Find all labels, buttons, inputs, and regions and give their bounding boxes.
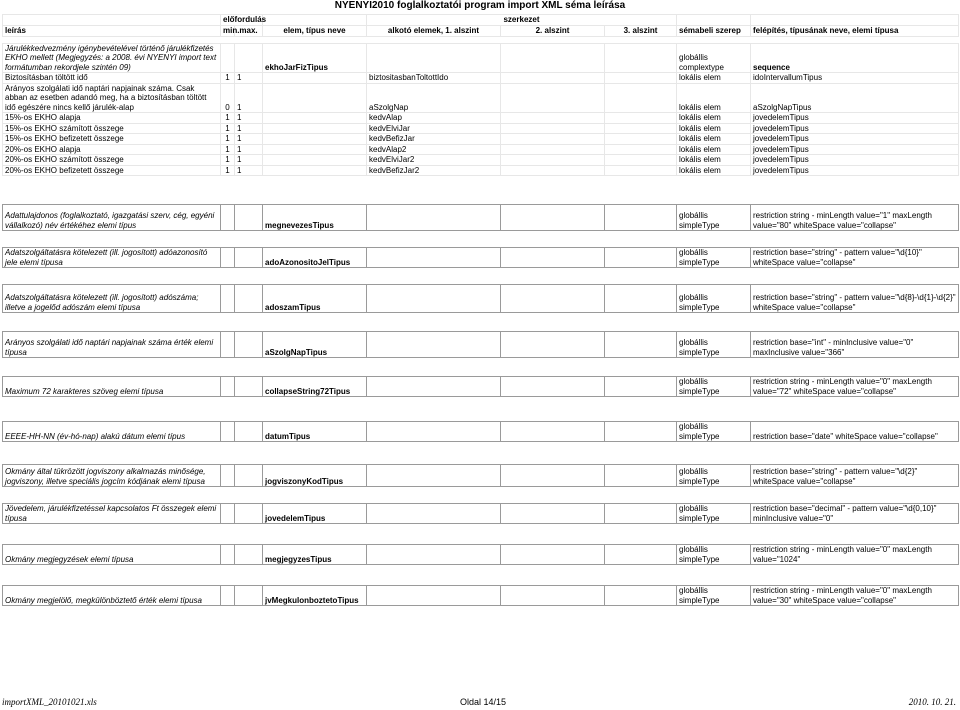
type-definition-row xyxy=(3,465,959,487)
type-name: jovedelemTipus xyxy=(263,504,367,524)
spacer-row xyxy=(3,176,959,205)
spacer-cell xyxy=(3,442,959,465)
type-sublevel-1 xyxy=(367,248,501,268)
spacer-row xyxy=(3,487,959,504)
element-schema-role: lokális elem xyxy=(677,144,751,155)
element-description: 15%-os EKHO alapja xyxy=(3,113,221,124)
type-name: datumTipus xyxy=(263,422,367,442)
header-leiras: leírás xyxy=(3,25,221,36)
type-sublevel-2 xyxy=(501,332,605,358)
element-min: 0 xyxy=(221,83,235,113)
type-max xyxy=(235,586,263,606)
element-min xyxy=(221,43,235,73)
type-structure: restriction base="decimal" - pattern value="\d{0,10}" minInclusive value="0" xyxy=(751,504,959,524)
element-schema-role: lokális elem xyxy=(677,155,751,166)
element-sublevel-3 xyxy=(605,144,677,155)
type-definition-row xyxy=(3,504,959,524)
element-sublevel-3 xyxy=(605,73,677,84)
spacer-cell xyxy=(3,313,959,332)
element-description: Járulékkedvezmény igénybevételével történő járulékfizetés EKHO mellett (Megjegyzés: a 2008. évi NYENYI import text formátumban rekordjele szintén 09) xyxy=(3,43,221,73)
element-sublevel-2 xyxy=(501,43,605,73)
type-definition-row xyxy=(3,377,959,397)
type-sublevel-1 xyxy=(367,422,501,442)
type-sublevel-1 xyxy=(367,377,501,397)
type-description: Maximum 72 karakteres szöveg elemi típusa xyxy=(3,377,221,397)
element-min: 1 xyxy=(221,134,235,145)
spacer-row xyxy=(3,524,959,545)
element-max: 1 xyxy=(235,155,263,166)
element-type-name xyxy=(263,83,367,113)
type-max xyxy=(235,285,263,313)
element-schema-role: lokális elem xyxy=(677,73,751,84)
element-type-name xyxy=(263,165,367,176)
type-max xyxy=(235,504,263,524)
type-sublevel-2 xyxy=(501,285,605,313)
type-description: Adatszolgáltatásra kötelezett (ill. jogosított) adóazonosító jele elemi típusa xyxy=(3,248,221,268)
element-max: 1 xyxy=(235,73,263,84)
type-schema-role: globállis simpleType xyxy=(677,586,751,606)
element-row xyxy=(3,165,959,176)
type-schema-role: globállis simpleType xyxy=(677,465,751,487)
type-min xyxy=(221,377,235,397)
type-sublevel-2 xyxy=(501,545,605,565)
element-sublevel-3 xyxy=(605,134,677,145)
type-sublevel-3 xyxy=(605,586,677,606)
element-description: 15%-os EKHO befizetett összege xyxy=(3,134,221,145)
element-sublevel-1: kedvAlap xyxy=(367,113,501,124)
spacer-row xyxy=(3,397,959,422)
type-description: Okmány által tükrözött jogviszony alkalmazás minősége, jogviszony, illetve speciális jogcím kódjának elemi típusa xyxy=(3,465,221,487)
element-min: 1 xyxy=(221,165,235,176)
element-sublevel-3 xyxy=(605,155,677,166)
element-row xyxy=(3,43,959,73)
header-alszint2: 2. alszint xyxy=(501,25,605,36)
element-description: Biztosításban töltött idő xyxy=(3,73,221,84)
element-row xyxy=(3,144,959,155)
type-name: megnevezesTipus xyxy=(263,205,367,231)
element-sublevel-2 xyxy=(501,134,605,145)
type-definition-row xyxy=(3,332,959,358)
element-description: 20%-os EKHO alapja xyxy=(3,144,221,155)
type-name: megjegyzesTipus xyxy=(263,545,367,565)
type-min xyxy=(221,422,235,442)
type-schema-role: globállis simpleType xyxy=(677,205,751,231)
type-sublevel-3 xyxy=(605,422,677,442)
type-max xyxy=(235,545,263,565)
element-row xyxy=(3,155,959,166)
element-max xyxy=(235,43,263,73)
spacer-cell xyxy=(3,565,959,586)
type-definition-row xyxy=(3,285,959,313)
type-schema-role: globállis simpleType xyxy=(677,248,751,268)
type-definition-row xyxy=(3,545,959,565)
type-schema-role: globállis simpleType xyxy=(677,377,751,397)
type-sublevel-2 xyxy=(501,248,605,268)
element-sublevel-1: kedvBefizJar2 xyxy=(367,165,501,176)
type-description: Jövedelem, járulékfizetéssel kapcsolatos Ft összegek elemi típusa xyxy=(3,504,221,524)
type-sublevel-3 xyxy=(605,248,677,268)
type-sublevel-3 xyxy=(605,377,677,397)
element-min: 1 xyxy=(221,73,235,84)
element-sublevel-1: kedvAlap2 xyxy=(367,144,501,155)
element-type-name xyxy=(263,113,367,124)
header-felepites: felépítés, típusának neve, elemi típusa xyxy=(751,25,959,36)
header-max: max. xyxy=(235,25,263,36)
spacer-cell xyxy=(3,397,959,422)
element-description: Arányos szolgálati idő naptári napjainak száma. Csak abban az esetben adandó meg, ha a biztosításban töltött idő egészére nincs kellő járulék-alap xyxy=(3,83,221,113)
header-row-2 xyxy=(3,25,959,36)
spacer-cell xyxy=(3,231,959,248)
type-max xyxy=(235,205,263,231)
element-sublevel-3 xyxy=(605,43,677,73)
element-min: 1 xyxy=(221,113,235,124)
element-description: 20%-os EKHO befizetett összege xyxy=(3,165,221,176)
type-name: aSzolgNapTipus xyxy=(263,332,367,358)
element-structure: jovedelemTipus xyxy=(751,144,959,155)
type-definition-row xyxy=(3,422,959,442)
element-row xyxy=(3,113,959,124)
header-alszint1: alkotó elemek, 1. alszint xyxy=(367,25,501,36)
element-structure: aSzolgNapTipus xyxy=(751,83,959,113)
spacer-cell xyxy=(3,36,959,43)
header-elofordulas: előfordulás xyxy=(221,15,263,26)
type-sublevel-1 xyxy=(367,285,501,313)
type-structure: restriction base="date" whiteSpace value="collapse" xyxy=(751,422,959,442)
header-row-1 xyxy=(3,15,959,26)
element-schema-role: lokális elem xyxy=(677,123,751,134)
type-sublevel-3 xyxy=(605,285,677,313)
element-sublevel-2 xyxy=(501,73,605,84)
spacer-row xyxy=(3,268,959,285)
type-name: collapseString72Tipus xyxy=(263,377,367,397)
type-sublevel-2 xyxy=(501,422,605,442)
type-schema-role: globállis simpleType xyxy=(677,285,751,313)
header-elem: elem, típus neve xyxy=(263,25,367,36)
element-sublevel-2 xyxy=(501,123,605,134)
element-structure: sequence xyxy=(751,43,959,73)
element-sublevel-2 xyxy=(501,113,605,124)
type-sublevel-1 xyxy=(367,332,501,358)
type-min xyxy=(221,465,235,487)
type-schema-role: globállis simpleType xyxy=(677,332,751,358)
element-max: 1 xyxy=(235,113,263,124)
element-sublevel-3 xyxy=(605,113,677,124)
element-sublevel-3 xyxy=(605,165,677,176)
element-sublevel-2 xyxy=(501,144,605,155)
element-min: 1 xyxy=(221,123,235,134)
page-footer xyxy=(0,697,960,709)
type-schema-role: globállis simpleType xyxy=(677,422,751,442)
spacer-cell xyxy=(3,176,959,205)
type-structure: restriction base="string" - pattern value="\d{8}-\d{1}-\d{2}" whiteSpace value="collapse" xyxy=(751,285,959,313)
element-sublevel-1 xyxy=(367,43,501,73)
element-row xyxy=(3,123,959,134)
type-sublevel-3 xyxy=(605,205,677,231)
type-sublevel-3 xyxy=(605,504,677,524)
type-name: adoAzonositoJelTipus xyxy=(263,248,367,268)
type-structure: restriction string - minLength value="0" maxLength value="1024" xyxy=(751,545,959,565)
element-structure: idoIntervallumTipus xyxy=(751,73,959,84)
element-sublevel-2 xyxy=(501,165,605,176)
element-type-name xyxy=(263,155,367,166)
element-sublevel-1: kedvElviJar xyxy=(367,123,501,134)
spacer-cell xyxy=(3,268,959,285)
type-definition-row xyxy=(3,248,959,268)
type-definition-row xyxy=(3,586,959,606)
element-max: 1 xyxy=(235,144,263,155)
type-sublevel-1 xyxy=(367,586,501,606)
element-description: 15%-os EKHO számított összege xyxy=(3,123,221,134)
type-max xyxy=(235,422,263,442)
spacer-cell xyxy=(3,358,959,377)
element-structure: jovedelemTipus xyxy=(751,134,959,145)
type-structure: restriction string - minLength value="0" maxLength value="30" whiteSpace value="collapse" xyxy=(751,586,959,606)
type-sublevel-1 xyxy=(367,504,501,524)
spacer-row xyxy=(3,442,959,465)
type-sublevel-2 xyxy=(501,504,605,524)
header-cell xyxy=(263,15,367,26)
element-structure: jovedelemTipus xyxy=(751,123,959,134)
element-sublevel-1: aSzolgNap xyxy=(367,83,501,113)
type-description: Okmány megjelölő, megkülönböztető érték elemi típusa xyxy=(3,586,221,606)
element-type-name xyxy=(263,134,367,145)
type-sublevel-2 xyxy=(501,377,605,397)
element-sublevel-3 xyxy=(605,83,677,113)
element-structure: jovedelemTipus xyxy=(751,113,959,124)
type-structure: restriction string - minLength value="0" maxLength value="72" whiteSpace value="collapse" xyxy=(751,377,959,397)
spacer-row xyxy=(3,565,959,586)
type-description: Arányos szolgálati idő naptári napjainak száma érték elemi típusa xyxy=(3,332,221,358)
header-cell xyxy=(751,15,959,26)
type-structure: restriction base="string" - pattern value="\d{2}" whiteSpace value="collapse" xyxy=(751,465,959,487)
type-min xyxy=(221,285,235,313)
element-schema-role: lokális elem xyxy=(677,83,751,113)
type-sublevel-1 xyxy=(367,465,501,487)
header-cell xyxy=(3,15,221,26)
spacer-cell xyxy=(3,487,959,504)
element-max: 1 xyxy=(235,123,263,134)
footer-filename: importXML_20101021.xls xyxy=(2,697,97,707)
header-cell xyxy=(677,15,751,26)
type-description: EEEE-HH-NN (év-hó-nap) alakú dátum elemi típus xyxy=(3,422,221,442)
type-schema-role: globállis simpleType xyxy=(677,545,751,565)
type-structure: restriction string - minLength value="1" maxLength value="80" whiteSpace value="collapse" xyxy=(751,205,959,231)
element-sublevel-1: biztositasbanToltottIdo xyxy=(367,73,501,84)
element-type-name xyxy=(263,73,367,84)
header-min: min. xyxy=(221,25,235,36)
element-type-name xyxy=(263,144,367,155)
type-name: jogviszonyKodTipus xyxy=(263,465,367,487)
type-min xyxy=(221,545,235,565)
type-sublevel-2 xyxy=(501,465,605,487)
element-min: 1 xyxy=(221,144,235,155)
type-min xyxy=(221,205,235,231)
schema-table xyxy=(2,14,959,606)
header-szerkezet: szerkezet xyxy=(367,15,677,26)
type-max xyxy=(235,248,263,268)
element-schema-role: lokális elem xyxy=(677,134,751,145)
spacer-cell xyxy=(3,524,959,545)
element-row xyxy=(3,134,959,145)
type-schema-role: globállis simpleType xyxy=(677,504,751,524)
type-sublevel-2 xyxy=(501,586,605,606)
spacer-row xyxy=(3,358,959,377)
type-definition-row xyxy=(3,205,959,231)
element-sublevel-1: kedvElviJar2 xyxy=(367,155,501,166)
type-sublevel-3 xyxy=(605,465,677,487)
type-name: adoszamTipus xyxy=(263,285,367,313)
type-sublevel-3 xyxy=(605,332,677,358)
element-sublevel-3 xyxy=(605,123,677,134)
type-min xyxy=(221,586,235,606)
element-schema-role: globállis complextype xyxy=(677,43,751,73)
element-row xyxy=(3,73,959,84)
type-structure: restriction base="string" - pattern value="\d{10}" whiteSpace value="collapse" xyxy=(751,248,959,268)
type-description: Okmány megjegyzések elemi típusa xyxy=(3,545,221,565)
element-schema-role: lokális elem xyxy=(677,165,751,176)
spacer-row xyxy=(3,313,959,332)
element-type-name: ekhoJarFizTipus xyxy=(263,43,367,73)
element-sublevel-2 xyxy=(501,83,605,113)
element-max: 1 xyxy=(235,83,263,113)
type-min xyxy=(221,332,235,358)
type-sublevel-2 xyxy=(501,205,605,231)
type-max xyxy=(235,332,263,358)
type-sublevel-3 xyxy=(605,545,677,565)
type-name: jvMegkulonboztetoTipus xyxy=(263,586,367,606)
element-max: 1 xyxy=(235,165,263,176)
element-sublevel-2 xyxy=(501,155,605,166)
spacer-row xyxy=(3,36,959,43)
header-alszint3: 3. alszint xyxy=(605,25,677,36)
type-min xyxy=(221,504,235,524)
element-structure: jovedelemTipus xyxy=(751,155,959,166)
type-structure: restriction base="int" - minInclusive value="0" maxInclusive value="366" xyxy=(751,332,959,358)
schema-table-body xyxy=(3,15,959,606)
header-szerep: sémabeli szerep xyxy=(677,25,751,36)
element-structure: jovedelemTipus xyxy=(751,165,959,176)
type-sublevel-1 xyxy=(367,205,501,231)
type-min xyxy=(221,248,235,268)
page-title: NYENYI2010 foglalkoztatói program import XML séma leírása xyxy=(334,0,626,11)
element-max: 1 xyxy=(235,134,263,145)
element-schema-role: lokális elem xyxy=(677,113,751,124)
element-description: 20%-os EKHO számított összege xyxy=(3,155,221,166)
type-description: Adatszolgáltatásra kötelezett (ill. jogosított) adószáma; illetve a jogelőd adószám elemi típusa xyxy=(3,285,221,313)
footer-date: 2010. 10. 21. xyxy=(908,697,956,707)
element-type-name xyxy=(263,123,367,134)
spacer-row xyxy=(3,231,959,248)
type-max xyxy=(235,465,263,487)
type-max xyxy=(235,377,263,397)
element-row xyxy=(3,83,959,113)
type-sublevel-1 xyxy=(367,545,501,565)
type-description: Adattulajdonos (foglalkoztató, igazgatási szerv, cég, egyéni vállalkozó) név értékéhez elemi típus xyxy=(3,205,221,231)
element-min: 1 xyxy=(221,155,235,166)
element-sublevel-1: kedvBefizJar xyxy=(367,134,501,145)
footer-page-number: Oldal 14/15 xyxy=(460,697,507,707)
